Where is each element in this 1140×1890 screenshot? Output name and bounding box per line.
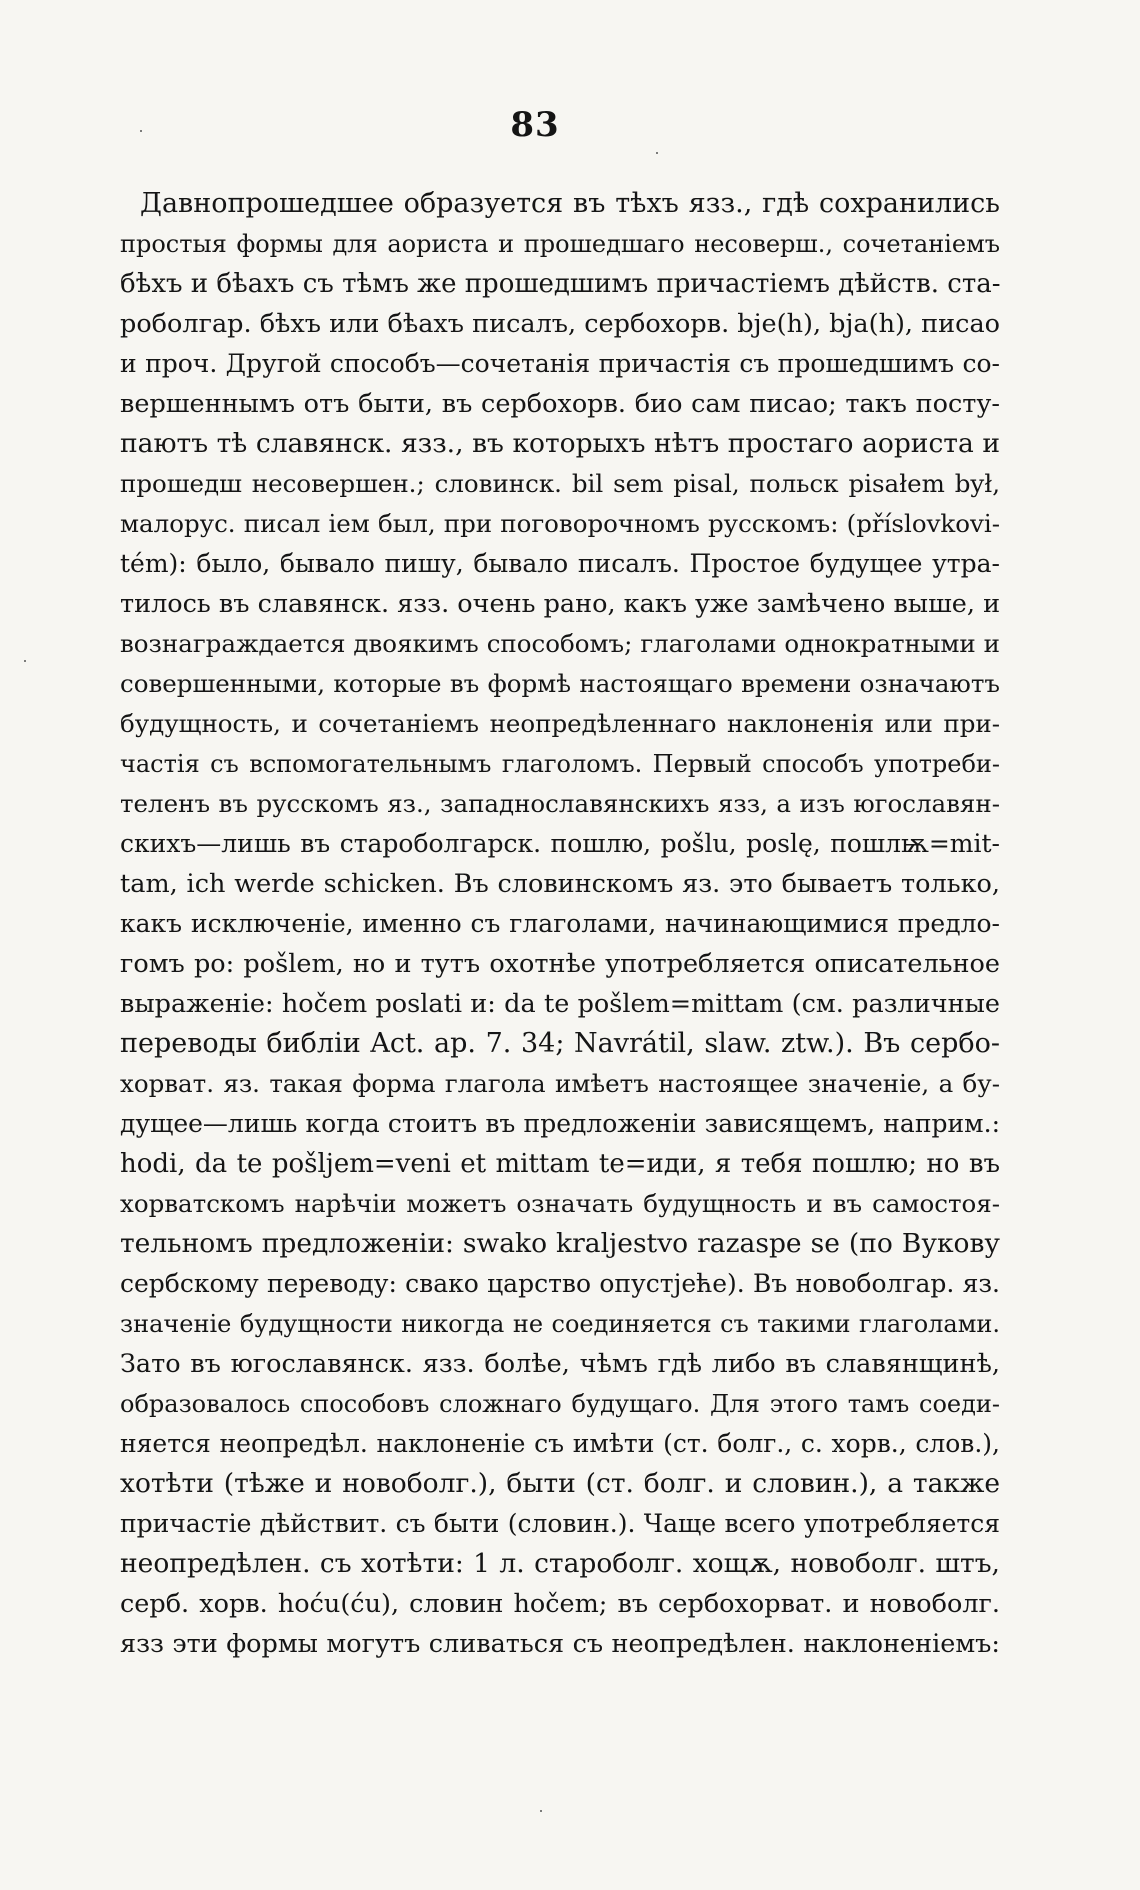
- text-line: образовалось способовъ сложнаго будущаго. Для этого тамъ соеди-: [120, 1390, 1000, 1418]
- text-line: серб. хорв. hoću(ću), словин hočem; въ сербохорват. и новоболг.: [120, 1589, 1000, 1619]
- text-line: бѣхъ и бѣахъ съ тѣмъ же прошедшимъ причастіемъ дѣйств. ста-: [120, 269, 1000, 299]
- text-line: паютъ тѣ славянск. язз., въ которыхъ нѣтъ простаго аориста и: [120, 428, 1000, 459]
- text-line: няется неопредѣл. наклоненіе съ имѣти (ст. болг., с. хорв., слов.),: [120, 1429, 1000, 1458]
- text-line: неопредѣлен. съ хотѣти: 1 л. староболг. хощѫ, новоболг. штъ,: [120, 1548, 1000, 1579]
- text-line: дущее—лишь когда стоитъ въ предложеніи зависящемъ, наприм.:: [120, 1109, 1000, 1138]
- text-line: скихъ—лишь въ староболгарск. пошлю, pošlu, poslę, пошлѭ=mit-: [120, 829, 1000, 858]
- text-line: сербскому переводу: свако царство опустјеће). Въ новоболгар. яз.: [120, 1269, 1000, 1298]
- text-line: тилось въ славянск. язз. очень рано, какъ уже замѣчено выше, и: [120, 589, 1000, 619]
- scan-speck: [24, 660, 26, 662]
- text-line: значеніе будущности никогда не соединяется съ такими глаголами.: [120, 1310, 1000, 1338]
- text-line: вершеннымъ отъ быти, въ сербохорв. био сам писао; такъ посту-: [120, 389, 1000, 419]
- text-line: частія съ вспомогательнымъ глаголомъ. Первый способъ употреби-: [120, 750, 1000, 778]
- text-line: tam, ich werde schicken. Въ словинскомъ яз. это бываетъ только,: [120, 869, 1000, 899]
- text-line: язз эти формы могутъ сливаться съ неопредѣлен. наклоненіемъ:: [120, 1629, 1000, 1659]
- text-line: вознаграждается двоякимъ способомъ; глаголами однократными и: [120, 629, 1000, 658]
- text-line: будущность, и сочетаніемъ неопредѣленнаго наклоненія или при-: [120, 709, 1000, 738]
- text-line: тельномъ предложеніи: swako kraljestvo razaspe se (по Вукову: [120, 1228, 1000, 1259]
- scan-speck: [656, 152, 658, 154]
- text-line: хорват. яз. такая форма глагола имѣетъ настоящее значеніе, а бу-: [120, 1069, 1000, 1098]
- scan-speck: [540, 1810, 542, 1812]
- text-line: хотѣти (тѣже и новоболг.), быти (ст. болг. и словин.), а также: [120, 1468, 1000, 1499]
- text-line: выраженіе: hočem poslati и: da te pošlem=mittam (см. различные: [120, 989, 1000, 1019]
- page-number: 83: [510, 105, 560, 145]
- scan-speck: [140, 130, 142, 132]
- text-line: роболгар. бѣхъ или бѣахъ писалъ, сербохорв. bje(h), bja(h), писао: [120, 309, 1000, 339]
- text-line: причастіе дѣйствит. съ быти (словин.). Чаще всего употребляется: [120, 1509, 1000, 1538]
- body-text: [120, 184, 1000, 1664]
- text-line: переводы библіи Act. ap. 7. 34; Navrátil, slaw. ztw.). Въ сербо-: [120, 1028, 1000, 1059]
- text-line: гомъ po: pošlem, но и тутъ охотнѣе употребляется описательное: [120, 949, 1000, 979]
- text-line: прошедш несовершен.; словинск. bil sem pisal, польск pisałem był,: [120, 469, 1000, 498]
- text-line: и проч. Другой способъ—сочетанія причастія съ прошедшимъ со-: [120, 349, 1000, 378]
- text-line: Давнопрошедшее образуется въ тѣхъ язз., гдѣ сохранились: [140, 188, 1000, 219]
- text-line: hodi, da te pošljem=veni et mittam te=иди, я тебя пошлю; но въ: [120, 1149, 1000, 1179]
- text-line: хорватскомъ нарѣчіи можетъ означать будущность и въ самостоя-: [120, 1189, 1000, 1218]
- text-line: Зато въ югославянск. язз. болѣе, чѣмъ гдѣ либо въ славянщинѣ,: [120, 1349, 1000, 1379]
- text-line: совершенными, которые въ формѣ настоящаго времени означаютъ: [120, 669, 1000, 698]
- text-line: какъ исключеніе, именно съ глаголами, начинающимися предло-: [120, 909, 1000, 938]
- text-line: малорус. писал iем был, при поговорочномъ русскомъ: (příslovkovi-: [120, 509, 1000, 538]
- text-line: tém): было, бывало пишу, бывало писалъ. Простое будущее утра-: [120, 549, 1000, 578]
- text-line: теленъ въ русскомъ яз., западнославянскихъ язз, а изъ югославян-: [120, 789, 1000, 818]
- text-line: простыя формы для аориста и прошедшаго несоверш., сочетаніемъ: [120, 230, 1000, 258]
